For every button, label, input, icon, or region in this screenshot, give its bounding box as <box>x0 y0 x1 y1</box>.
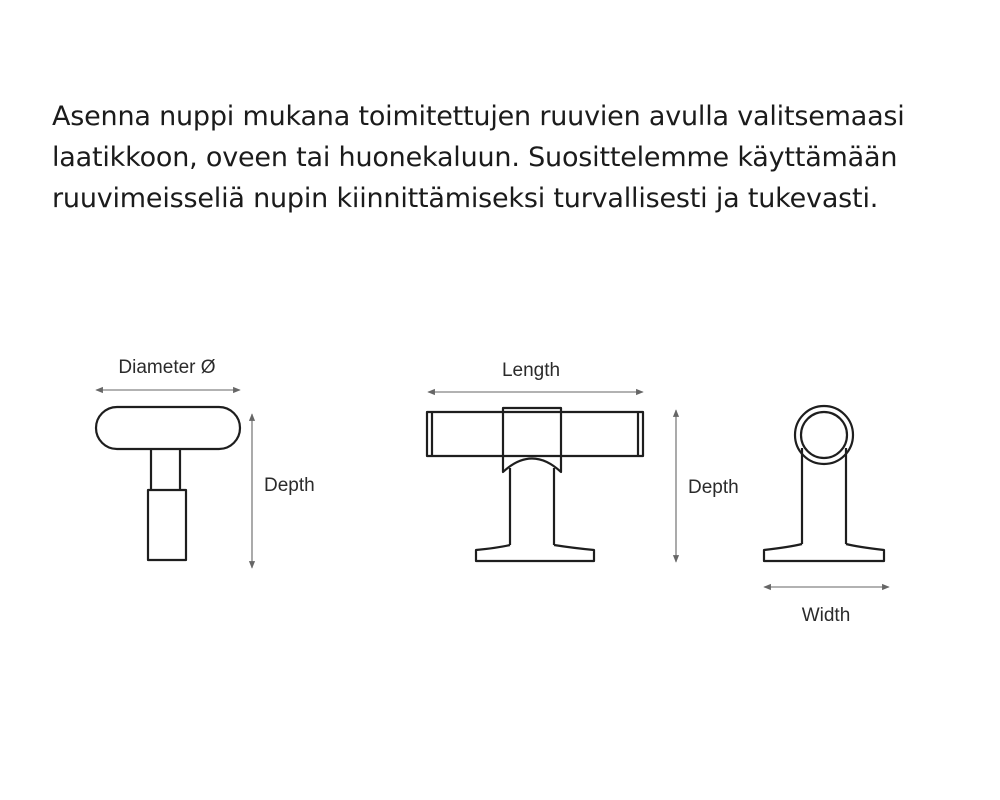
knob-depth-label: Depth <box>264 475 315 496</box>
t-bar-front-shape <box>427 408 643 561</box>
length-label: Length <box>501 360 561 381</box>
t-bar-front-diagram <box>427 360 739 562</box>
width-label: Width <box>801 605 851 626</box>
t-bar-side-diagram <box>764 406 889 626</box>
instruction-line-3: ruuvimeisseliä nupin kiinnittämiseksi turvallisesti ja tukevasti. <box>52 183 879 214</box>
instruction-line-1: Asenna nuppi mukana toimitettujen ruuvien avulla valitsemaasi <box>52 101 905 132</box>
t-bar-side-shape <box>764 406 884 561</box>
round-knob-shape <box>96 407 240 560</box>
t-bar-depth-label: Depth <box>688 477 739 498</box>
round-knob-diagram <box>96 357 315 568</box>
instruction-line-2: laatikkoon, oveen tai huonekaluun. Suosittelemme käyttämään <box>52 142 898 173</box>
diameter-label: Diameter Ø <box>118 357 216 378</box>
